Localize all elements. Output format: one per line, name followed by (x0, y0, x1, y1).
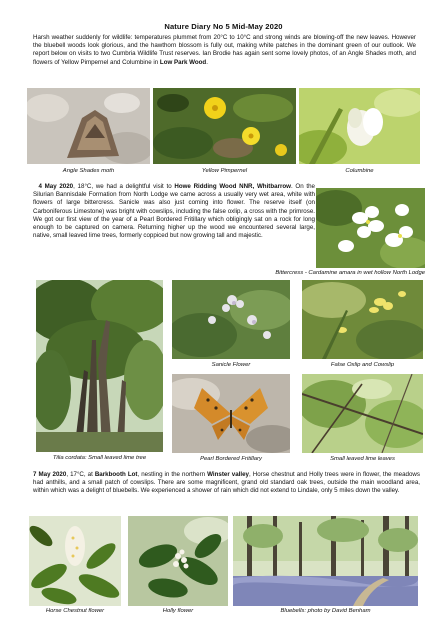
visit-barkbooth-paragraph (33, 471, 420, 496)
oxlip-cowslip-photo (302, 280, 423, 359)
holly-caption: Holly flower (162, 608, 194, 614)
moth-caption: Angle Shades moth (62, 168, 115, 174)
pimpernel-caption: Yellow Pimpernel (201, 168, 248, 174)
lime-tree-photo (36, 280, 163, 452)
bluebells-caption: Bluebells: photo by David Benham (280, 608, 371, 614)
visit1-date: 4 May 2020 (38, 183, 74, 190)
page-title: Nature Diary No 5 Mid-May 2020 (164, 22, 283, 31)
angle-shades-moth-photo (27, 88, 150, 164)
visit2-place: Barkbooth Lot (94, 471, 138, 478)
visit1-text-b: . On the Silurian Bannisdale Formation from North Lodge we came across a usually very wet area, white with flowers of large bittercress. Sanicle was also just coming into flower. The reserve itself (on Carboniferous Limestone) was bright with cowslips, including the false oxlip, a cross with the primrose. We got our first view of the year of a Pearl Bordered Fritillary which obligingly sat on a rock for long enough to be captured on camera. Returning higher up the wood we encountered several large, native, small leaved lime trees, formerly coppiced but now growing tall and majestic. (33, 183, 315, 240)
visit2-text-c: , Horse chestnut and Holly trees were in flower, the meadows had anthills, and a small patch of cowslips. There are some magnificent, grand old standard oak trees, outside the main woodland area, within which was a delight of bluebells. We experienced a shower of rain which did not extend to Lindale, only 5 miles down the valley. (33, 471, 420, 495)
sanicle-caption: Sanicle Flower (211, 362, 251, 368)
visit1-text-a: , 18°C, we had a delightful visit to (73, 183, 175, 190)
lime-leaves-caption: Small leaved lime leaves (330, 456, 395, 462)
visit-howe-ridding-paragraph (33, 183, 315, 240)
columbine-photo (299, 88, 420, 164)
visit2-text-b: , nestling in the northern (137, 471, 208, 478)
intro-end: . (206, 58, 208, 66)
sanicle-photo (172, 280, 290, 359)
columbine-caption: Columbine (345, 168, 374, 174)
fritillary-caption: Pearl Bordered Fritillary (200, 456, 262, 462)
bittercress-photo (316, 188, 425, 268)
lime-tree-caption: Tilia cordata: Small leaved lime tree (52, 455, 147, 461)
oxlip-caption: False Oxlip and Cowslip (330, 362, 395, 368)
visit2-date: 7 May 2020 (33, 471, 67, 478)
chestnut-caption: Horse Chestnut flower (45, 608, 105, 614)
bluebells-photo (233, 516, 418, 606)
intro-text: Harsh weather suddenly for wildlife: temperatures plummet from 20°C to 10°C and strong winds are blowing-off the new leaves. However the bluebell woods look glorious, and the hawthorn blossom is fully out, making white patches in the dominant green of our outlook. We report below on visits to two Cumbria Wildlife Trust reserves. Ian Brodie has again sent some lovely photos, of an Angle Shades moth, and flowers of Yellow Pimpernel and Columbine in (33, 34, 416, 66)
holly-photo (128, 516, 228, 606)
visit1-place: Howe Ridding Wood NNR, Whitbarrow (174, 183, 291, 190)
visit2-text-a: , 17°C, at (66, 471, 95, 478)
lime-leaves-photo (302, 374, 423, 453)
intro-paragraph (33, 34, 416, 67)
yellow-pimpernel-photo (153, 88, 296, 164)
bittercress-caption: Bittercress - Cardamine amara in wet hollow North Lodge (275, 270, 425, 276)
visit2-valley: Winster valley (207, 471, 249, 478)
fritillary-photo (172, 374, 290, 453)
intro-place: Low Park Wood (159, 58, 207, 66)
horse-chestnut-photo (29, 516, 121, 606)
